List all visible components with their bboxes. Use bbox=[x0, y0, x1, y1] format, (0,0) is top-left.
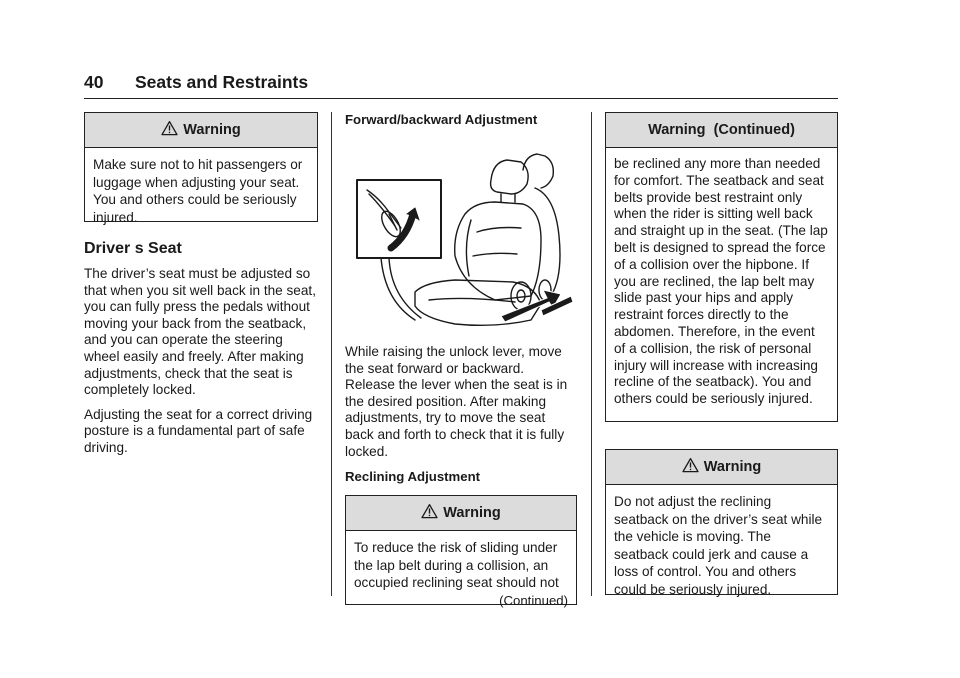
warning-box-passengers bbox=[84, 112, 318, 225]
warning-triangle-icon bbox=[421, 503, 438, 519]
page-header bbox=[84, 72, 838, 99]
warning-header: Warning (Continued) bbox=[606, 113, 837, 148]
warning-title: Warning bbox=[703, 459, 762, 475]
section-heading-drivers-seat: Driver s Seat bbox=[84, 240, 182, 257]
warning-title: Warning bbox=[183, 122, 241, 138]
warning-text bbox=[346, 531, 576, 615]
warning-text: be reclined any more than needed for comfort. The seatback and seat belts provide best restraint only when the rider is sitting well back and straight up in the seat. (The lap belt is designed to spread the force of a collision over the hipbone. If you are reclined, the lap belt may slide past your hips and apply restraint forces directly to the abdomen. Therefore, in the event of a collision, the risk of personal injury will increase with increasing recline of the seatback). You and others could be seriously injured. bbox=[614, 156, 828, 407]
warning-header bbox=[85, 113, 317, 148]
warning-text: Do not adjust the reclining seatback on the driver’s seat while the vehicle is moving. The seatback could jerk and cause a loss of control. You and others could be seriously injured. bbox=[614, 494, 823, 597]
column-divider-left bbox=[331, 112, 332, 596]
section-title: Seats and Restraints bbox=[135, 72, 309, 92]
warning-box-continued bbox=[605, 112, 838, 422]
column-divider-right bbox=[591, 112, 592, 596]
seat-adjustment-illustration bbox=[345, 136, 577, 332]
paragraph-driving-posture: Adjusting the seat for a correct driving posture is a fundamental part of safe driving. bbox=[84, 406, 313, 455]
continued-label: (Continued) bbox=[499, 592, 568, 608]
heading-forward-backward: Forward/backward Adjustment bbox=[345, 112, 538, 127]
warning-header bbox=[606, 450, 837, 485]
warning-box-reclining bbox=[345, 495, 577, 608]
warning-text: Make sure not to hit passengers or luggage when adjusting your seat. You and others could be seriously injured. bbox=[93, 157, 303, 225]
warning-title: Warning bbox=[443, 505, 501, 522]
warning-header bbox=[346, 496, 576, 531]
warning-box-driver-recline bbox=[605, 449, 838, 595]
warning-body: To reduce the risk of sliding under the lap belt during a collision, an occupied reclining seat should not bbox=[354, 540, 559, 591]
column-left bbox=[84, 112, 318, 457]
paragraph-forward-backward: While raising the unlock lever, move the seat forward or backward. Release the lever when the seat is in the desired position. After making adjustments, try to move the seat back and forth to check that it is fully locked. bbox=[345, 344, 568, 459]
page-number: 40 bbox=[84, 72, 104, 92]
heading-reclining: Reclining Adjustment bbox=[345, 469, 481, 485]
warning-triangle-icon bbox=[682, 457, 699, 473]
column-right bbox=[605, 112, 838, 595]
paragraph-seat-adjust: The driver’s seat must be adjusted so that when you sit well back in the seat, you can fully press the pedals without moving your back from the seatback, and you can operate the steering wheel easily and freely. After making adjustments, check that the seat is completely locked. bbox=[84, 266, 316, 398]
column-middle bbox=[345, 112, 577, 608]
warning-triangle-icon bbox=[161, 120, 178, 136]
